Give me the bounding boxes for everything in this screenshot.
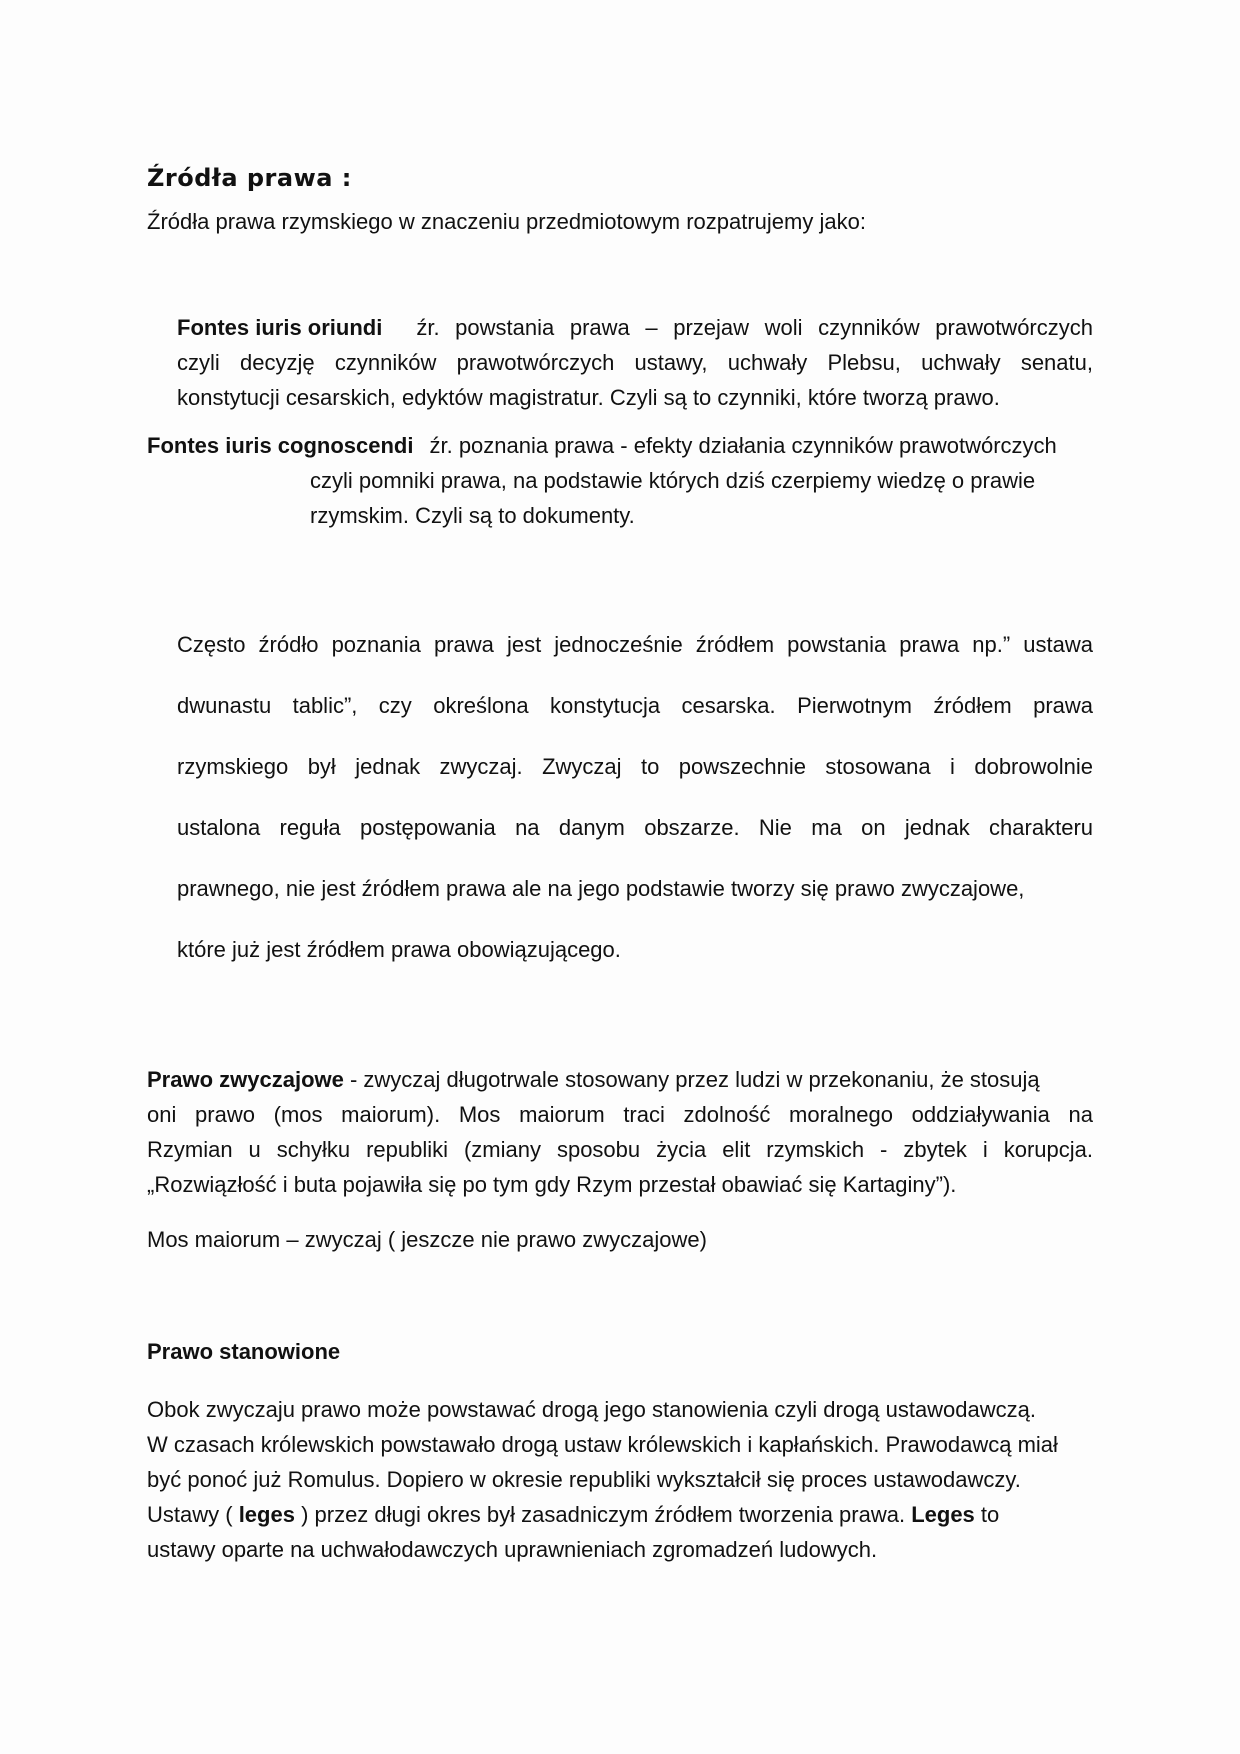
zwyczajowe-line-3: Rzymian u schyłku republiki (zmiany sposobu życia elit rzymskich - zbytek i korupcja. — [147, 1137, 1093, 1162]
paragraph1-line-3: rzymskiego był jednak zwyczaj. Zwyczaj to powszechnie stosowana i dobrowolnie — [177, 754, 1093, 779]
paragraph1-line-4: ustalona reguła postępowania na danym obszarze. Nie ma on jednak charakteru — [177, 815, 1093, 840]
intro-text: Źródła prawa rzymskiego w znaczeniu przedmiotowym rozpatrujemy jako: — [147, 209, 866, 234]
paragraph1-line-6: które już jest źródłem prawa obowiązującego. — [177, 937, 621, 962]
cognoscendi-line-1: Fontes iuris cognoscendi źr. poznania prawa - efekty działania czynników prawotwórczych — [147, 433, 1057, 458]
cognoscendi-term: Fontes iuris cognoscendi — [147, 433, 414, 458]
leges-term: leges — [238, 1502, 295, 1527]
oriundi-line-1: Fontes iuris oriundi źr. powstania prawa – przejaw woli czynników prawotwórczych — [177, 315, 1093, 340]
stanowione-line-3: być ponoć już Romulus. Dopiero w okresie republiki wykształcił się proces ustawodawczy. — [147, 1467, 1021, 1492]
paragraph1-line-1: Często źródło poznania prawa jest jednocześnie źródłem powstania prawa np.” ustawa — [177, 632, 1093, 657]
stanowione-heading: Prawo stanowione — [147, 1339, 341, 1364]
stanowione-line-1: Obok zwyczaju prawo może powstawać drogą jego stanowienia czyli drogą ustawodawczą. — [147, 1397, 1037, 1422]
zwyczajowe-term: Prawo zwyczajowe — [147, 1067, 344, 1092]
zwyczajowe-line-1: Prawo zwyczajowe - zwyczaj długotrwale stosowany przez ludzi w przekonaniu, że stosują — [147, 1067, 1040, 1092]
page-title: Źródła prawa : — [147, 164, 352, 192]
stanowione-line-4: Ustawy ( leges ) przez długi okres był zasadniczym źródłem tworzenia prawa. Leges to — [147, 1502, 1000, 1527]
paragraph1-line-5: prawnego, nie jest źródłem prawa ale na jego podstawie tworzy się prawo zwyczajowe, — [177, 876, 1025, 901]
oriundi-line-2: czyli decyzję czynników prawotwórczych ustawy, uchwały Plebsu, uchwały senatu, — [177, 350, 1093, 375]
zwyczajowe-line-4: „Rozwiązłość i buta pojawiła się po tym gdy Rzym przestał obawiać się Kartaginy”). — [147, 1172, 957, 1197]
cognoscendi-line-3: rzymskim. Czyli są to dokumenty. — [310, 503, 635, 528]
oriundi-line-3: konstytucji cesarskich, edyktów magistratur. Czyli są to czynniki, które tworzą prawo. — [177, 385, 1000, 410]
stanowione-line-5: ustawy oparte na uchwałodawczych uprawnieniach zgromadzeń ludowych. — [147, 1537, 878, 1562]
stanowione-line-2: W czasach królewskich powstawało drogą ustaw królewskich i kapłańskich. Prawodawcą miał — [147, 1432, 1058, 1457]
cognoscendi-line-2: czyli pomniki prawa, na podstawie których dziś czerpiemy wiedzę o prawie — [310, 468, 1036, 493]
zwyczajowe-line-2: oni prawo (mos maiorum). Mos maiorum traci zdolność moralnego oddziaływania na — [147, 1102, 1093, 1127]
leges-term-2: Leges — [911, 1502, 975, 1527]
paragraph1-line-2: dwunastu tablic”, czy określona konstytucja cesarska. Pierwotnym źródłem prawa — [177, 693, 1093, 718]
mos-maiorum-note: Mos maiorum – zwyczaj ( jeszcze nie prawo zwyczajowe) — [147, 1227, 707, 1252]
oriundi-term: Fontes iuris oriundi — [177, 315, 383, 340]
